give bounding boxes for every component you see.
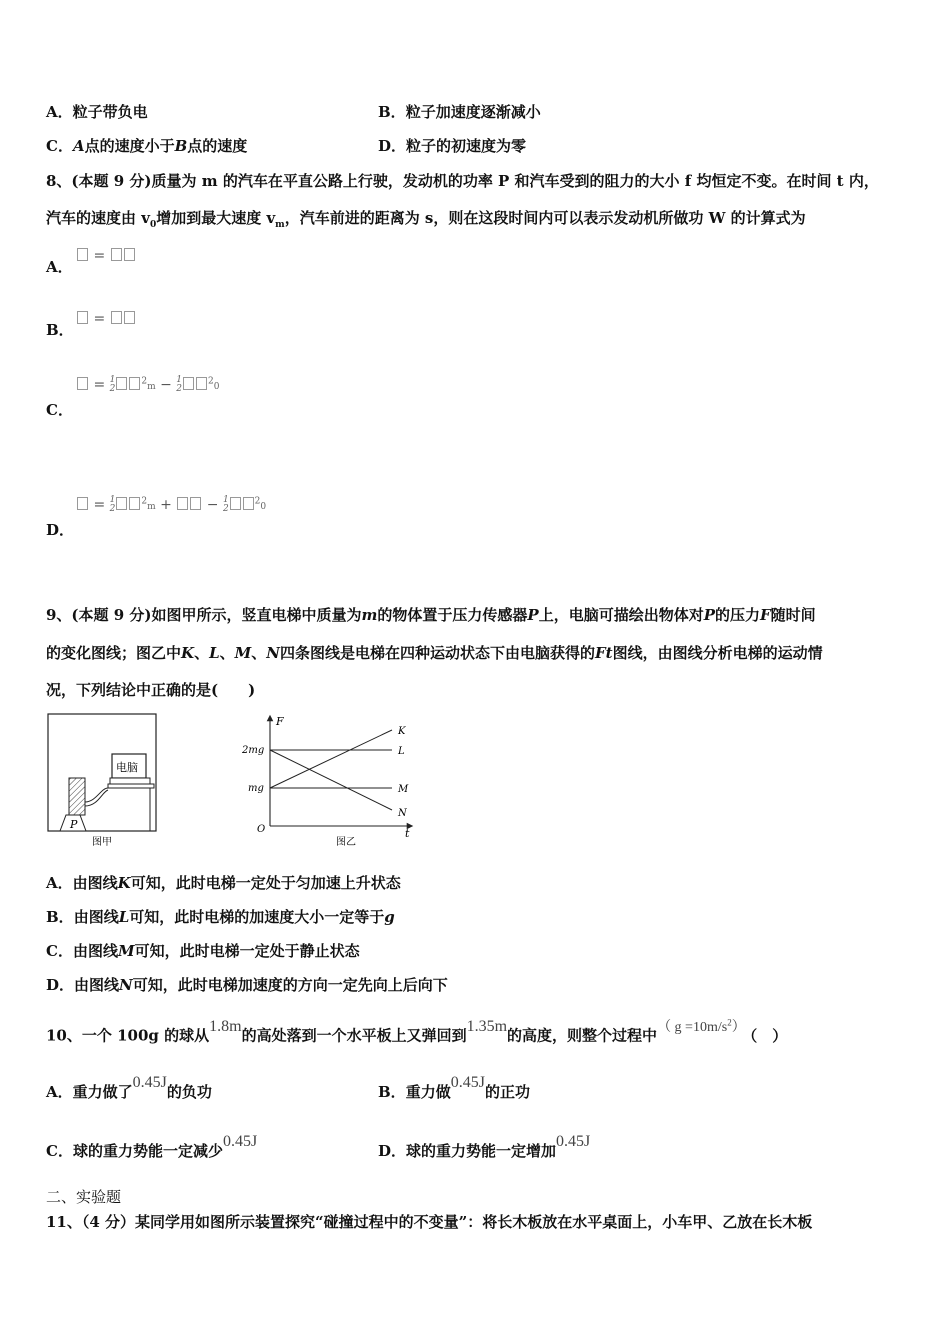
var-n: N [266, 644, 280, 662]
option-label: D． [378, 1142, 407, 1160]
q9-stem-line1 [46, 605, 816, 625]
label-l: L [398, 746, 405, 757]
superscript: 2 [254, 496, 261, 507]
option-text: 的负功 [166, 1083, 212, 1101]
height-value: 1.35m [466, 1017, 508, 1035]
option-text: 重力做了 [72, 1083, 133, 1101]
separator: 、 [219, 644, 235, 662]
option-text: 由图线 [72, 942, 118, 960]
fraction-half [223, 496, 229, 514]
option-label: A． [46, 874, 73, 892]
option-label: A． [46, 1083, 73, 1101]
stem-text: 10、一个 100g 的球从 [46, 1026, 210, 1045]
placeholder-glyph [111, 248, 122, 261]
q8-stem-line2 [46, 208, 806, 235]
subscript: m [147, 502, 156, 512]
option-text: 可知，此时电梯的加速度大小一定等于 [129, 908, 385, 926]
placeholder-glyph [77, 497, 88, 510]
label-n: N [398, 808, 407, 819]
option-text: 粒子带负电 [72, 103, 148, 121]
superscript: 2 [208, 376, 214, 387]
stem-text: 的高处落到一个水平板上又弹回到 [241, 1026, 467, 1045]
desk-top [108, 784, 154, 788]
denominator: 2 [109, 504, 116, 514]
placeholder-glyph [124, 311, 135, 324]
option-text: 粒子的初速度为零 [406, 137, 527, 155]
option-text: 由图线 [72, 874, 118, 892]
option-label: D． [46, 976, 75, 994]
q8-option-a-label: A． [46, 258, 73, 276]
option-text: 粒子加速度逐渐减小 [405, 103, 541, 121]
minus-sign: − [160, 377, 172, 393]
stem-text: 图线，由图线分析电梯的运动情 [612, 644, 823, 662]
option-text: 由图线 [74, 976, 120, 994]
numerator: 1 [109, 495, 116, 505]
numerator: 1 [176, 375, 183, 385]
placeholder-glyph [77, 377, 88, 390]
q8-option-c-formula [76, 376, 220, 394]
q9-option-b [46, 907, 395, 927]
energy-value: 0.45J [132, 1074, 167, 1091]
label-k: K [398, 726, 406, 737]
gravity-note [657, 1017, 746, 1035]
option-text: 重力做 [405, 1083, 451, 1101]
var-g: g [384, 908, 395, 926]
stem-text: ，汽车前进的距离为 s，则在这段时间内可以表示发动机所做功 W 的计算式为 [284, 209, 806, 227]
option-text: 的正功 [484, 1083, 530, 1101]
subscript: 0 [260, 502, 267, 512]
sensor-label: P [70, 818, 78, 831]
q10-option-d [378, 1133, 591, 1162]
option-text: 球的重力势能一定增加 [406, 1142, 557, 1160]
q7-option-d [378, 136, 526, 156]
subscript: m [147, 382, 156, 392]
point-a: A [72, 137, 85, 155]
separator: 、 [194, 644, 210, 662]
stem-text: 上，电脑可描绘出物体对 [538, 606, 704, 624]
q10-option-a [46, 1074, 212, 1103]
energy-value: 0.45J [450, 1074, 485, 1091]
q8-option-b-label: B． [46, 321, 74, 339]
option-text: 点的速度 [187, 137, 248, 155]
q11-stem-line1: 11、（4 分）某同学用如图所示装置探究“碰撞过程中的不变量”：将长木板放在水平桌面上，小车甲、乙放在长木板 [46, 1213, 813, 1231]
superscript: 2 [141, 376, 148, 387]
q10-option-b [378, 1074, 530, 1103]
option-label: B． [378, 103, 406, 121]
placeholder-glyph [124, 248, 135, 261]
stem-text: 的变化图线；图乙中 [46, 644, 182, 662]
cable [85, 788, 108, 802]
fraction-half [110, 496, 116, 514]
tick-mg: mg [248, 783, 264, 794]
option-label: C． [46, 1142, 73, 1160]
placeholder-glyph [129, 377, 140, 390]
q8-option-b-formula [76, 311, 136, 327]
denominator: 2 [222, 504, 229, 514]
var-ft: Ft [595, 644, 613, 662]
tick-2mg: 2mg [242, 745, 265, 756]
stem-text: 增加到最大速度 v [156, 209, 276, 227]
section-title: 二、实验题 [46, 1188, 122, 1206]
figure-caption: 图甲 [92, 837, 112, 848]
separator: 、 [251, 644, 267, 662]
stem-text: 的压力 [714, 606, 760, 624]
equals-sign: = [93, 377, 106, 393]
superscript: 2 [141, 496, 148, 507]
placeholder-glyph [111, 311, 122, 324]
option-text: 点的速度小于 [84, 137, 175, 155]
option-text: 球的重力势能一定减少 [72, 1142, 223, 1160]
minus-sign: − [206, 497, 219, 513]
plus-sign: + [160, 497, 172, 513]
gravity-text: ） [731, 1019, 746, 1035]
stem-text: 四条图线是电梯在四种运动状态下由电脑获得的 [279, 644, 595, 662]
option-label: C． [46, 942, 73, 960]
var-p: P [703, 606, 715, 624]
energy-value: 0.45J [556, 1133, 591, 1150]
placeholder-glyph [230, 497, 241, 510]
q8-option-d-label: D． [46, 521, 75, 539]
equals-sign: = [93, 311, 106, 327]
numerator: 1 [222, 495, 229, 505]
numerator: 1 [109, 375, 116, 385]
option-text: 可知，此时电梯加速度的方向一定先向上后向下 [132, 976, 448, 994]
q9-option-d [46, 975, 448, 995]
option-text: 可知，此时电梯一定处于匀加速上升状态 [130, 874, 401, 892]
q7-option-a [46, 102, 148, 122]
gravity-text: （ g =10m/s [657, 1019, 728, 1035]
var-f: F [760, 606, 771, 624]
var-k: K [181, 644, 195, 662]
equals-sign: = [93, 497, 106, 513]
height-value: 1.8m [209, 1017, 242, 1035]
subscript: 0 [213, 382, 220, 392]
axis-x-label: t [405, 827, 410, 840]
option-label: D． [378, 137, 407, 155]
answer-blank: （ ） [749, 1026, 788, 1045]
stem-text: 的高度，则整个过程中 [507, 1026, 658, 1045]
placeholder-glyph [183, 377, 194, 390]
label-m: M [398, 784, 409, 795]
subscript: m [275, 220, 285, 230]
placeholder-glyph [116, 377, 127, 390]
equals-sign: = [93, 248, 106, 264]
option-text: 由图线 [73, 908, 119, 926]
var-l: L [209, 644, 220, 662]
option-text: 可知，此时电梯一定处于静止状态 [134, 942, 360, 960]
var-m: M [117, 942, 135, 960]
axis-y-label: F [276, 715, 284, 728]
stem-text: 的物体置于压力传感器 [377, 606, 528, 624]
denominator: 2 [109, 384, 116, 394]
q9-option-a [46, 873, 401, 893]
placeholder-glyph [190, 497, 201, 510]
fraction-half [110, 376, 116, 394]
figure-jia [46, 712, 161, 852]
placeholder-glyph [243, 497, 254, 510]
var-l: L [118, 908, 130, 926]
computer-base [110, 778, 150, 784]
superscript: 2 [727, 1017, 732, 1027]
cable [85, 790, 108, 806]
q10-option-c [46, 1133, 258, 1162]
q10-stem [46, 1017, 788, 1048]
option-label: C． [46, 137, 73, 155]
q7-option-c [46, 136, 247, 156]
subscript: 0 [149, 220, 157, 230]
option-label: A． [46, 103, 73, 121]
stem-text: 汽车的速度由 v [46, 209, 150, 227]
figure-caption: 图乙 [336, 837, 356, 848]
q8-option-a-formula [76, 248, 136, 264]
energy-value: 0.45J [222, 1133, 258, 1150]
var-k: K [117, 874, 131, 892]
stem-text: 随时间 [770, 606, 816, 624]
denominator: 2 [176, 384, 183, 394]
placeholder-glyph [196, 377, 207, 390]
computer-label: 电脑 [116, 761, 138, 774]
object-block [69, 778, 85, 815]
q9-stem-line3: 况，下列结论中正确的是( ) [46, 681, 256, 699]
placeholder-glyph [177, 497, 188, 510]
q8-option-c-label: C． [46, 401, 73, 419]
option-label: B． [378, 1083, 406, 1101]
placeholder-glyph [77, 248, 88, 261]
placeholder-glyph [129, 497, 140, 510]
origin-label: O [257, 824, 266, 835]
q8-stem-line1: 8、(本题 9 分)质量为 m 的汽车在平直公路上行驶，发动机的功率 P 和汽车受到的阻力的大小 f 均恒定不变。在时间 t 内， [46, 172, 879, 190]
option-label: B． [46, 908, 74, 926]
var-n: N [119, 976, 133, 994]
q9-option-c [46, 941, 360, 961]
placeholder-glyph [116, 497, 127, 510]
var-m: M [234, 644, 252, 662]
stem-text: 9、(本题 9 分)如图甲所示，竖直电梯中质量为 [46, 606, 362, 624]
var-m: m [361, 606, 378, 624]
q7-option-b [378, 102, 541, 122]
var-p: P [527, 606, 539, 624]
q9-stem-line2 [46, 643, 823, 663]
point-b: B [174, 137, 188, 155]
fraction-half [176, 376, 182, 394]
placeholder-glyph [77, 311, 88, 324]
q8-option-d-formula [76, 496, 266, 514]
figure-yi [240, 712, 420, 852]
